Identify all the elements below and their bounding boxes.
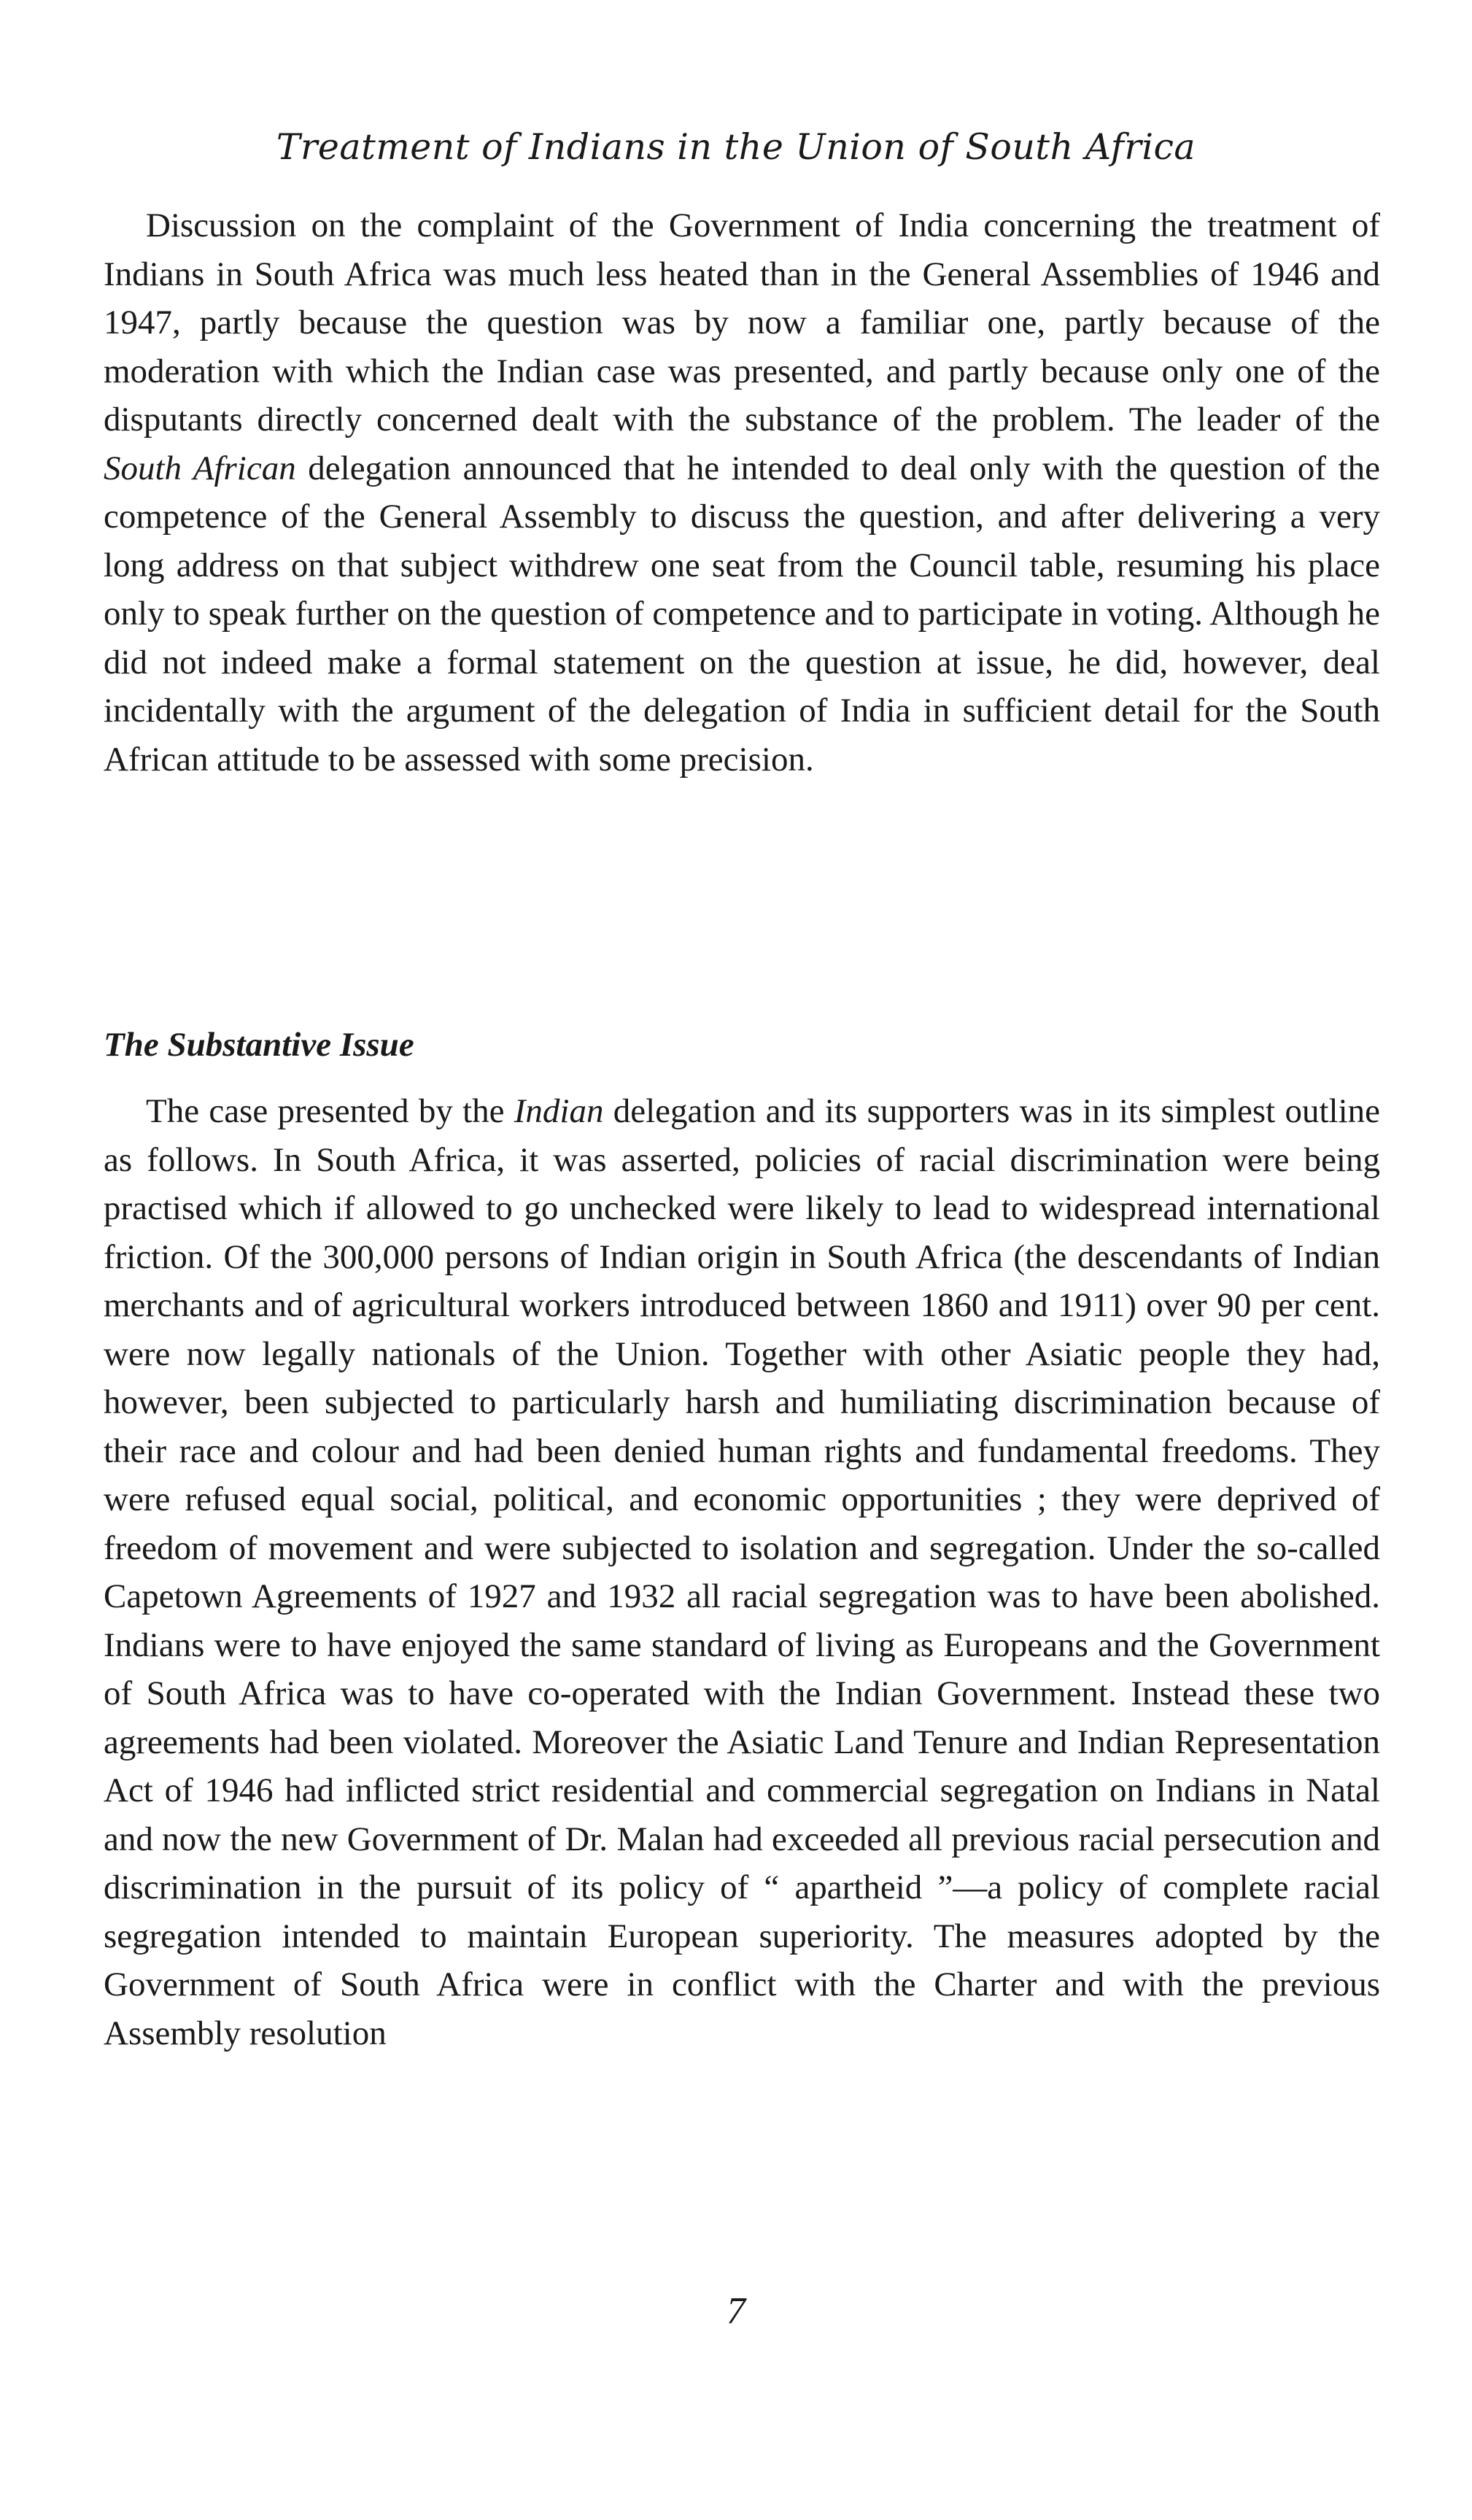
intro-paragraph <box>104 201 1380 784</box>
intro-text-part-2: delegation announced that he intended to deal only with the question of the competence of the General Assembly to discuss the question, and after delivering a very long address on that subject withdrew one seat from the Council table, resuming his place only to speak further on the question of competence and to participate in voting. Although he did not indeed make a formal statement on the question at issue, he did, however, deal incidentally with the argument of the delegation of India in sufficient detail for the South African attitude to be assessed with some precision. <box>104 449 1380 778</box>
section-text-part-2: delegation and its supporters was in its simplest outline as follows. In South Africa, it was asserted, policies of racial discrimination were being practised which if allowed to go unchecked were likely to lead to widespread international friction. Of the 300,000 persons of Indian origin in South Africa (the descendants of Indian merchants and of agricultural workers introduced between 1860 and 1911) over 90 per cent. were now legally nationals of the Union. Together with other Asiatic people they had, however, been subjected to particularly harsh and humiliating discrimination because of their race and colour and had been denied human rights and fundamental freedoms. They were refused equal social, political, and economic opportunities ; they were deprived of freedom of movement and were subjected to isolation and segregation. Under the so-called Capetown Agreements of 1927 and 1932 all racial segregation was to have been abolished. Indians were to have enjoyed the same standard of living as Europeans and the Government of South Africa was to have co-operated with the Indian Government. Instead these two agreements had been violated. Moreover the Asiatic Land Tenure and Indian Representation Act of 1946 had inflicted strict residential and commercial segregation on Indians in Natal and now the new Government of Dr. Malan had exceeded all previous racial persecution and discrimination in the pursuit of its policy of “ apartheid ”—a policy of complete racial segregation intended to maintain European superiority. The measures adopted by the Government of South Africa were in conflict with the Charter and with the previous Assembly resolution <box>104 1092 1380 2052</box>
section-text-part-1: The case presented by the <box>146 1092 514 1130</box>
intro-text-part-1: Discussion on the complaint of the Government of India concerning the treatment of Indians in South Africa was much less heated than in the General Assemblies of 1946 and 1947, partly because the question was by now a familiar one, partly because of the moderation with which the Indian case was presented, and partly because only one of the disputants directly concerned dealt with the substance of the problem. The leader of the <box>104 206 1380 438</box>
section-heading: The Substantive Issue <box>104 1026 414 1064</box>
page-number: 7 <box>727 2290 745 2332</box>
section-emphasis-indian: Indian <box>514 1092 604 1130</box>
section-paragraph <box>104 1087 1380 2057</box>
running-title: Treatment of Indians in the Union of South Africa <box>276 126 1196 168</box>
intro-emphasis-south-african: South African <box>104 449 296 487</box>
